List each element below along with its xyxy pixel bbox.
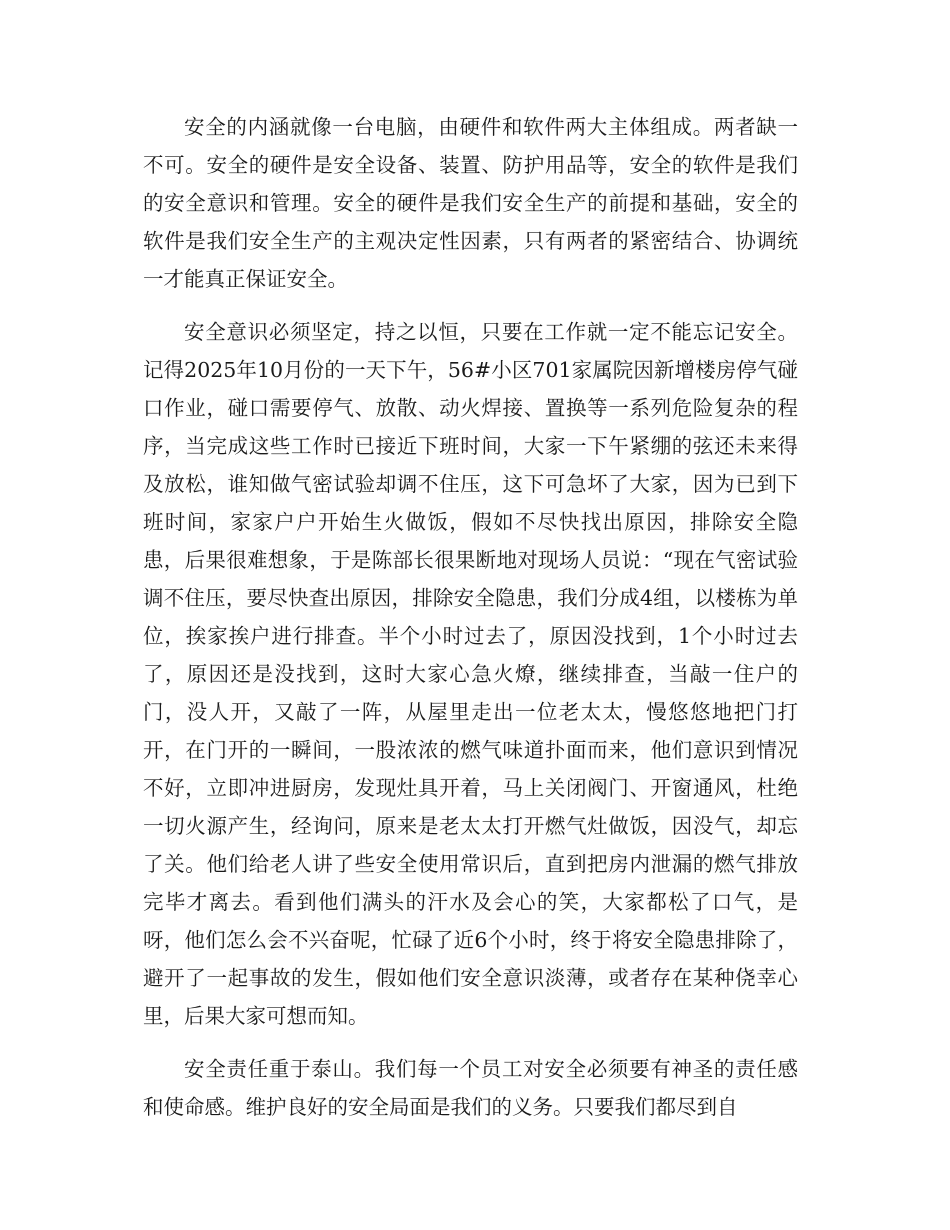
paragraph-safety-responsibility: 安全责任重于泰山。我们每一个员工对安全必须要有神圣的责任感和使命感。维护良好的安全局面是我们的义务。只要我们都尽到自 [143,1057,798,1119]
document-body [143,108,798,1126]
paragraph-hardware-software: 安全的内涵就像一台电脑，由硬件和软件两大主体组成。两者缺一不可。安全的硬件是安全设备、装置、防护用品等，安全的软件是我们的安全意识和管理。安全的硬件是我们安全生产的前提和基础，安全的软件是我们安全生产的主观决定性因素，只有两者的紧密结合、协调统一才能真正保证安全。 [143,115,798,291]
paragraph-safety-awareness-story: 安全意识必须坚定，持之以恒，只要在工作就一定不能忘记安全。记得2025年10月份的一天下午，56#小区701家属院因新增楼房停气碰口作业，碰口需要停气、放散、动火焊接、置换等一系列危险复杂的程序，当完成这些工作时已接近下班时间，大家一下午紧绷的弦还未来得及放松，谁知做气密试验却调不住压，这下可急坏了大家，因为已到下班时间，家家户户开始生火做饭，假如不尽快找出原因，排除安全隐患，后果很难想象，于是陈部长很果断地对现场人员说：“现在气密试验调不住压，要尽快查出原因，排除安全隐患，我们分成4组，以楼栋为单位，挨家挨户进行排查。半个小时过去了，原因没找到，1个小时过去了，原因还是没找到，这时大家心急火燎，继续排查，当敲一住户的门，没人开，又敲了一阵，从屋里走出一位老太太，慢悠悠地把门打开，在门开的一瞬间，一股浓浓的燃气味道扑面而来，他们意识到情况不好，立即冲进厨房，发现灶具开着，马上关闭阀门、开窗通风，杜绝一切火源产生，经询问，原来是老太太打开燃气灶做饭，因没气，却忘了关。他们给老人讲了些安全使用常识后，直到把房内泄漏的燃气排放完毕才离去。看到他们满头的汗水及会心的笑，大家都松了口气，是呀，他们怎么会不兴奋呢，忙碌了近6个小时，终于将安全隐患排除了，避开了一起事故的发生，假如他们安全意识淡薄，或者存在某种侥幸心里，后果大家可想而知。 [143,320,798,1028]
